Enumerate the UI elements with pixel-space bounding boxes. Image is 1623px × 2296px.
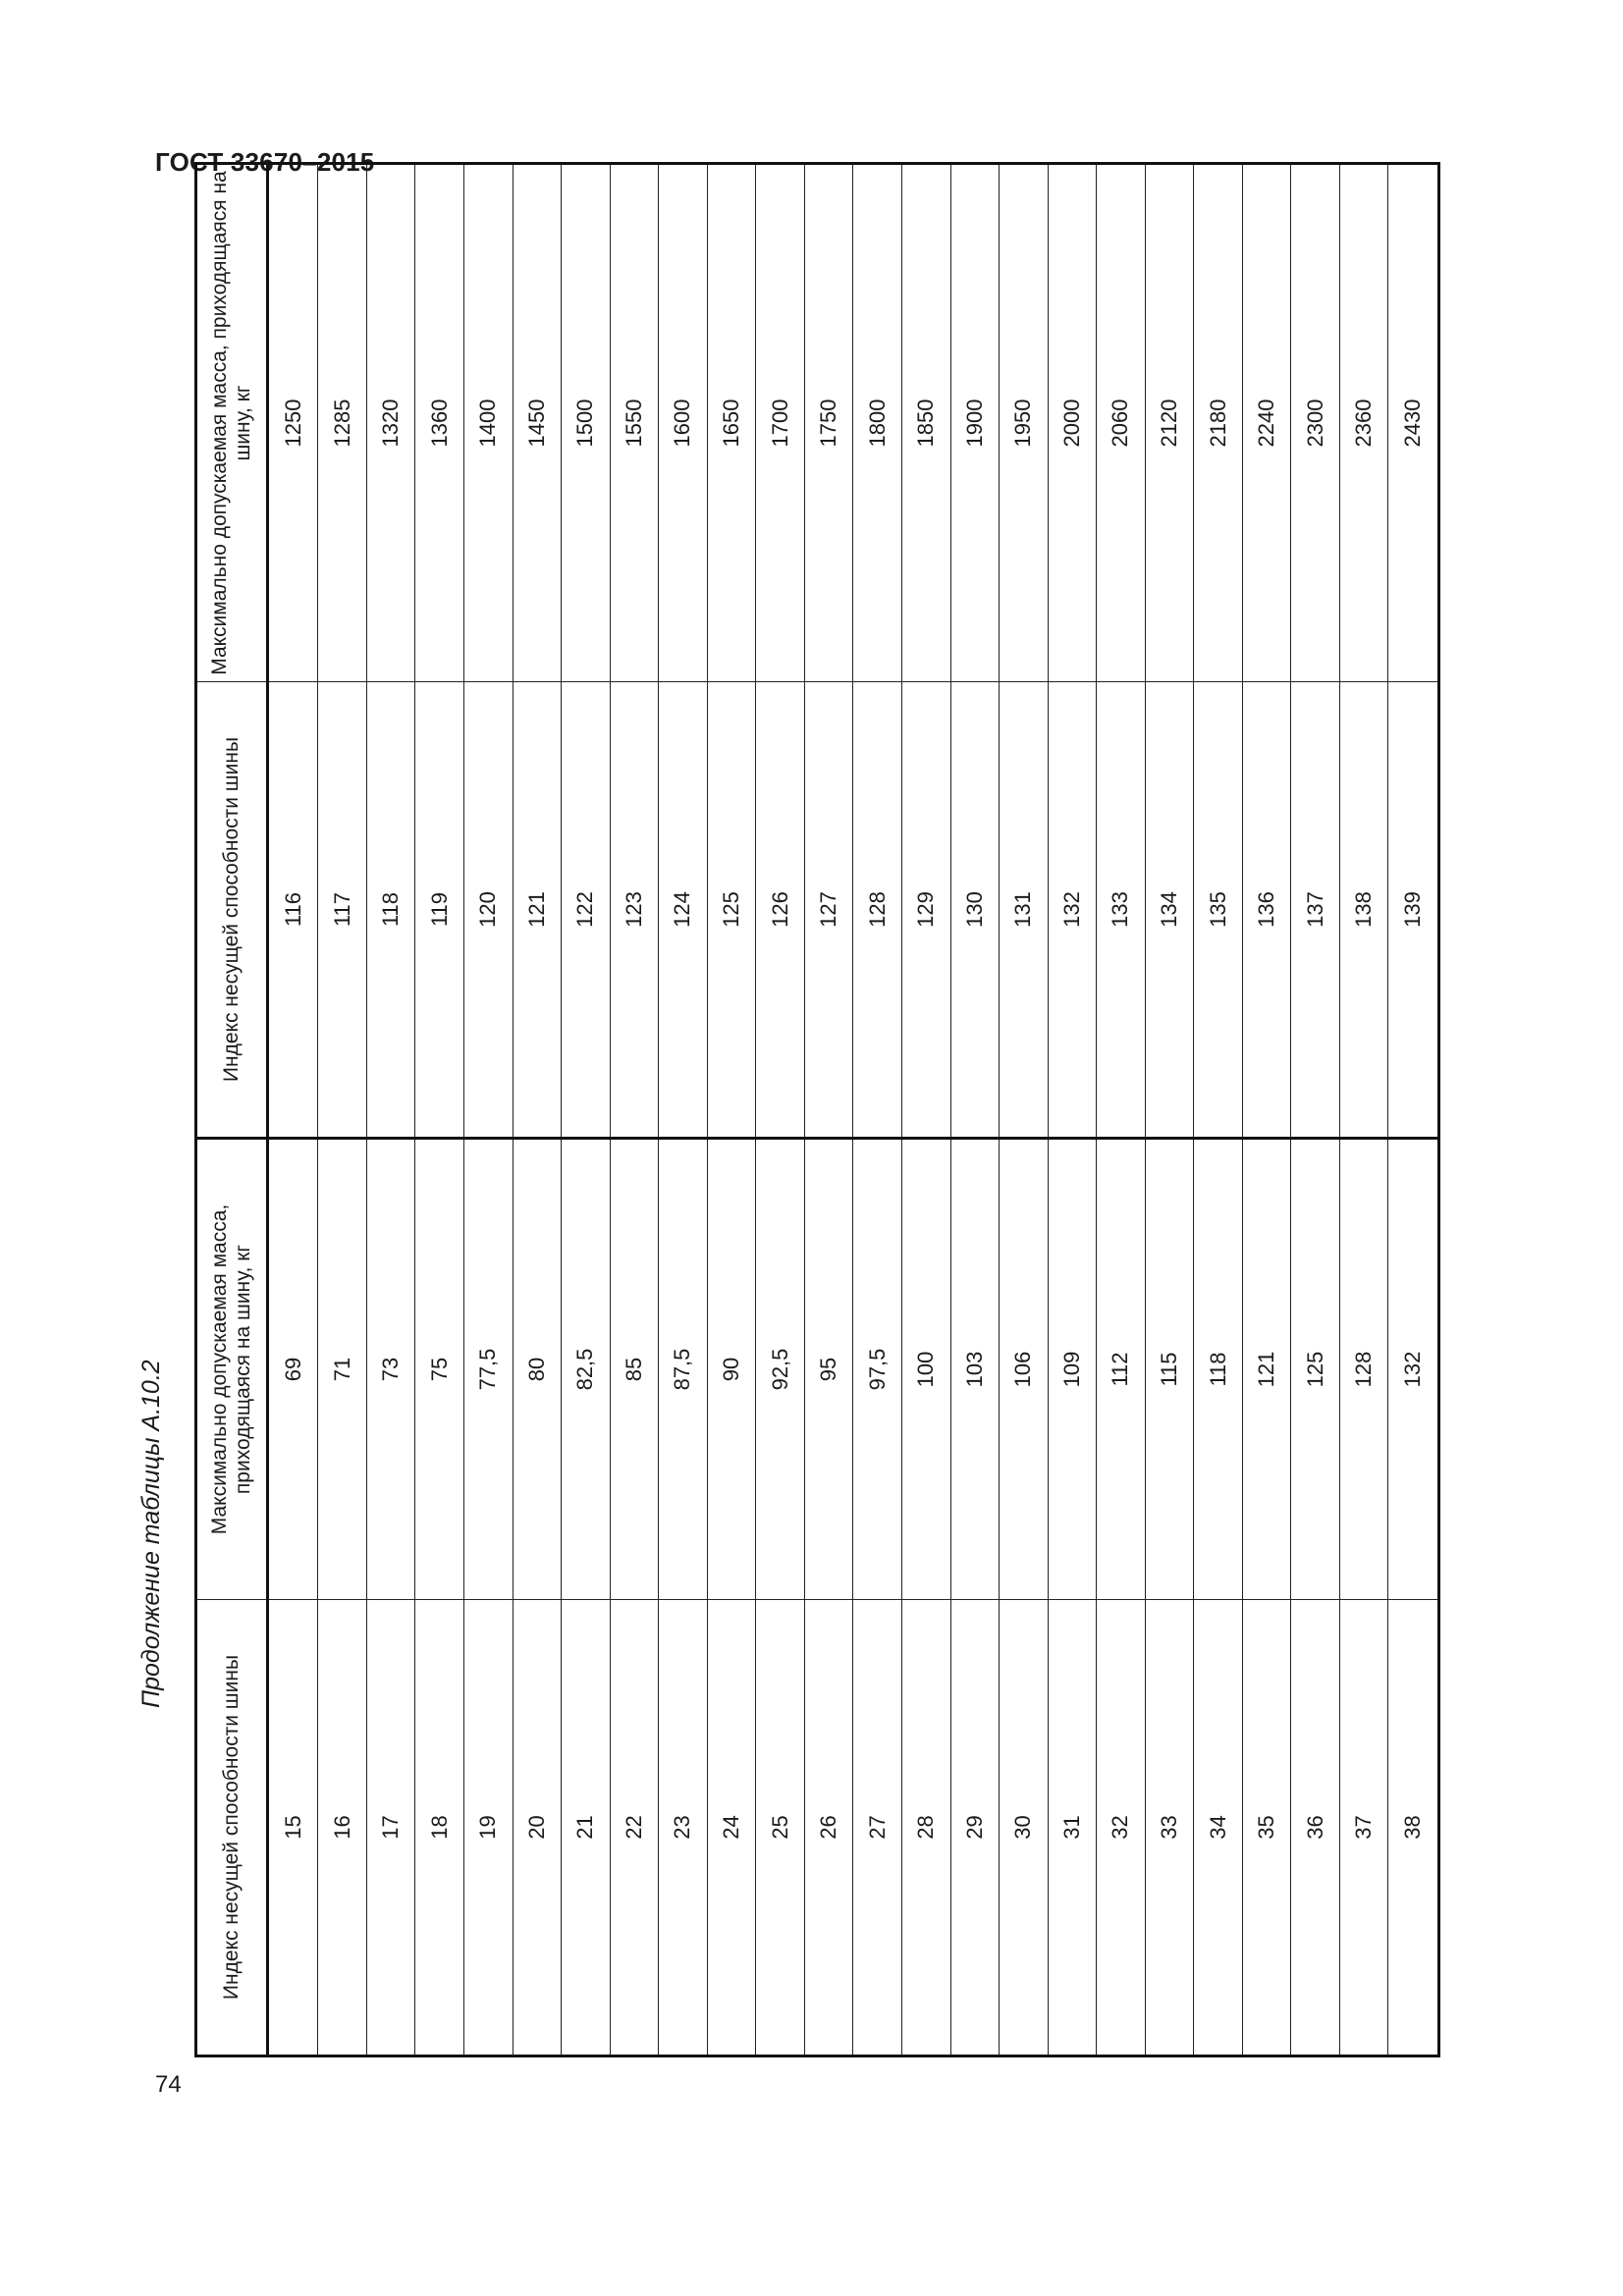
table-row (1339, 164, 1388, 2056)
cell-max-mass: 97,5 (853, 1139, 902, 1600)
table-row (756, 164, 805, 2056)
table-row (513, 164, 562, 2056)
cell-load-index: 38 (1388, 1600, 1439, 2056)
table-frame (194, 165, 1440, 2057)
cell-max-mass-2: 1500 (562, 164, 611, 682)
cell-max-mass-2: 2240 (1242, 164, 1291, 682)
cell-max-mass-2: 2430 (1388, 164, 1439, 682)
cell-load-index-2: 123 (610, 682, 659, 1139)
document-header: ГОСТ 33670–2015 (155, 147, 375, 177)
table-row (659, 164, 708, 2056)
cell-max-mass-2: 1250 (268, 164, 318, 682)
cell-max-mass-2: 1700 (756, 164, 805, 682)
table-row (1388, 164, 1439, 2056)
cell-load-index-2: 125 (707, 682, 756, 1139)
cell-load-index-2: 138 (1339, 682, 1388, 1139)
cell-load-index: 25 (756, 1600, 805, 2056)
cell-max-mass: 132 (1388, 1139, 1439, 1600)
cell-max-mass-2: 1360 (415, 164, 464, 682)
cell-load-index: 33 (1145, 1600, 1194, 2056)
cell-load-index-2: 130 (950, 682, 1000, 1139)
cell-load-index: 23 (659, 1600, 708, 2056)
cell-load-index: 26 (804, 1600, 853, 2056)
cell-max-mass: 80 (513, 1139, 562, 1600)
cell-load-index-2: 120 (464, 682, 514, 1139)
cell-load-index-2: 133 (1097, 682, 1146, 1139)
table-row (1194, 164, 1243, 2056)
cell-max-mass: 100 (901, 1139, 950, 1600)
table-row (366, 164, 415, 2056)
cell-max-mass-2: 2360 (1339, 164, 1388, 682)
cell-load-index-2: 118 (366, 682, 415, 1139)
cell-load-index-2: 121 (513, 682, 562, 1139)
cell-max-mass-2: 2060 (1097, 164, 1146, 682)
cell-max-mass: 87,5 (659, 1139, 708, 1600)
cell-max-mass: 109 (1048, 1139, 1097, 1600)
column-header-max-mass: Максимально допускаемая масса, приходящаяся на шину, кг (196, 1139, 268, 1600)
column-header-max-mass-2: Максимально допускаемая масса, приходящаяся на шину, кг (196, 164, 268, 682)
cell-max-mass-2: 2000 (1048, 164, 1097, 682)
cell-load-index-2: 119 (415, 682, 464, 1139)
page-number: 74 (155, 2071, 182, 2098)
table-caption: Продолжение таблицы А.10.2 (137, 1360, 165, 1708)
cell-max-mass-2: 2120 (1145, 164, 1194, 682)
cell-max-mass: 112 (1097, 1139, 1146, 1600)
cell-load-index: 27 (853, 1600, 902, 2056)
cell-max-mass: 121 (1242, 1139, 1291, 1600)
cell-max-mass-2: 1450 (513, 164, 562, 682)
cell-load-index: 24 (707, 1600, 756, 2056)
table-row (1242, 164, 1291, 2056)
cell-load-index: 15 (268, 1600, 318, 2056)
cell-load-index: 28 (901, 1600, 950, 2056)
table-row (1000, 164, 1049, 2056)
cell-load-index: 29 (950, 1600, 1000, 2056)
table-head (196, 164, 268, 2056)
table-row (1097, 164, 1146, 2056)
cell-max-mass-2: 1550 (610, 164, 659, 682)
cell-load-index-2: 128 (853, 682, 902, 1139)
cell-max-mass: 103 (950, 1139, 1000, 1600)
cell-load-index-2: 137 (1291, 682, 1340, 1139)
table-row (562, 164, 611, 2056)
cell-max-mass: 115 (1145, 1139, 1194, 1600)
cell-max-mass-2: 1750 (804, 164, 853, 682)
header-row (196, 164, 268, 2056)
table-row (415, 164, 464, 2056)
column-header-load-index-2: Индекс несущей способности шины (196, 682, 268, 1139)
table-row (1048, 164, 1097, 2056)
cell-max-mass-2: 1900 (950, 164, 1000, 682)
table-row (853, 164, 902, 2056)
cell-max-mass: 73 (366, 1139, 415, 1600)
table-row (268, 164, 318, 2056)
table-row (1145, 164, 1194, 2056)
cell-max-mass: 128 (1339, 1139, 1388, 1600)
cell-load-index-2: 122 (562, 682, 611, 1139)
load-index-table (194, 162, 1440, 2057)
cell-max-mass-2: 1320 (366, 164, 415, 682)
cell-load-index-2: 126 (756, 682, 805, 1139)
cell-load-index: 20 (513, 1600, 562, 2056)
cell-load-index: 31 (1048, 1600, 1097, 2056)
cell-max-mass: 118 (1194, 1139, 1243, 1600)
cell-load-index-2: 131 (1000, 682, 1049, 1139)
cell-max-mass: 90 (707, 1139, 756, 1600)
cell-max-mass: 85 (610, 1139, 659, 1600)
table-body (268, 164, 1439, 2056)
table-row (707, 164, 756, 2056)
cell-max-mass-2: 2300 (1291, 164, 1340, 682)
cell-load-index-2: 139 (1388, 682, 1439, 1139)
cell-load-index-2: 116 (268, 682, 318, 1139)
cell-max-mass-2: 1285 (318, 164, 367, 682)
cell-max-mass: 125 (1291, 1139, 1340, 1600)
cell-load-index: 16 (318, 1600, 367, 2056)
cell-max-mass-2: 1950 (1000, 164, 1049, 682)
column-header-load-index: Индекс несущей способности шины (196, 1600, 268, 2056)
cell-load-index: 21 (562, 1600, 611, 2056)
cell-max-mass-2: 1850 (901, 164, 950, 682)
table-row (901, 164, 950, 2056)
cell-load-index-2: 117 (318, 682, 367, 1139)
cell-load-index: 22 (610, 1600, 659, 2056)
cell-max-mass: 95 (804, 1139, 853, 1600)
table-row (318, 164, 367, 2056)
cell-max-mass: 75 (415, 1139, 464, 1600)
cell-load-index: 37 (1339, 1600, 1388, 2056)
cell-load-index: 34 (1194, 1600, 1243, 2056)
cell-load-index: 18 (415, 1600, 464, 2056)
cell-load-index: 30 (1000, 1600, 1049, 2056)
cell-load-index-2: 124 (659, 682, 708, 1139)
cell-max-mass: 69 (268, 1139, 318, 1600)
cell-load-index: 35 (1242, 1600, 1291, 2056)
table-row (950, 164, 1000, 2056)
cell-load-index: 32 (1097, 1600, 1146, 2056)
cell-max-mass: 77,5 (464, 1139, 514, 1600)
table-row (464, 164, 514, 2056)
cell-max-mass-2: 1600 (659, 164, 708, 682)
cell-max-mass: 92,5 (756, 1139, 805, 1600)
table-row (804, 164, 853, 2056)
cell-load-index-2: 132 (1048, 682, 1097, 1139)
cell-load-index-2: 135 (1194, 682, 1243, 1139)
cell-max-mass: 106 (1000, 1139, 1049, 1600)
cell-load-index-2: 134 (1145, 682, 1194, 1139)
cell-max-mass: 82,5 (562, 1139, 611, 1600)
cell-load-index: 19 (464, 1600, 514, 2056)
cell-load-index-2: 136 (1242, 682, 1291, 1139)
table-row (610, 164, 659, 2056)
cell-max-mass: 71 (318, 1139, 367, 1600)
cell-load-index-2: 127 (804, 682, 853, 1139)
table-row (1291, 164, 1340, 2056)
cell-max-mass-2: 1400 (464, 164, 514, 682)
cell-max-mass-2: 1800 (853, 164, 902, 682)
cell-load-index-2: 129 (901, 682, 950, 1139)
cell-max-mass-2: 1650 (707, 164, 756, 682)
cell-load-index: 36 (1291, 1600, 1340, 2056)
cell-load-index: 17 (366, 1600, 415, 2056)
cell-max-mass-2: 2180 (1194, 164, 1243, 682)
